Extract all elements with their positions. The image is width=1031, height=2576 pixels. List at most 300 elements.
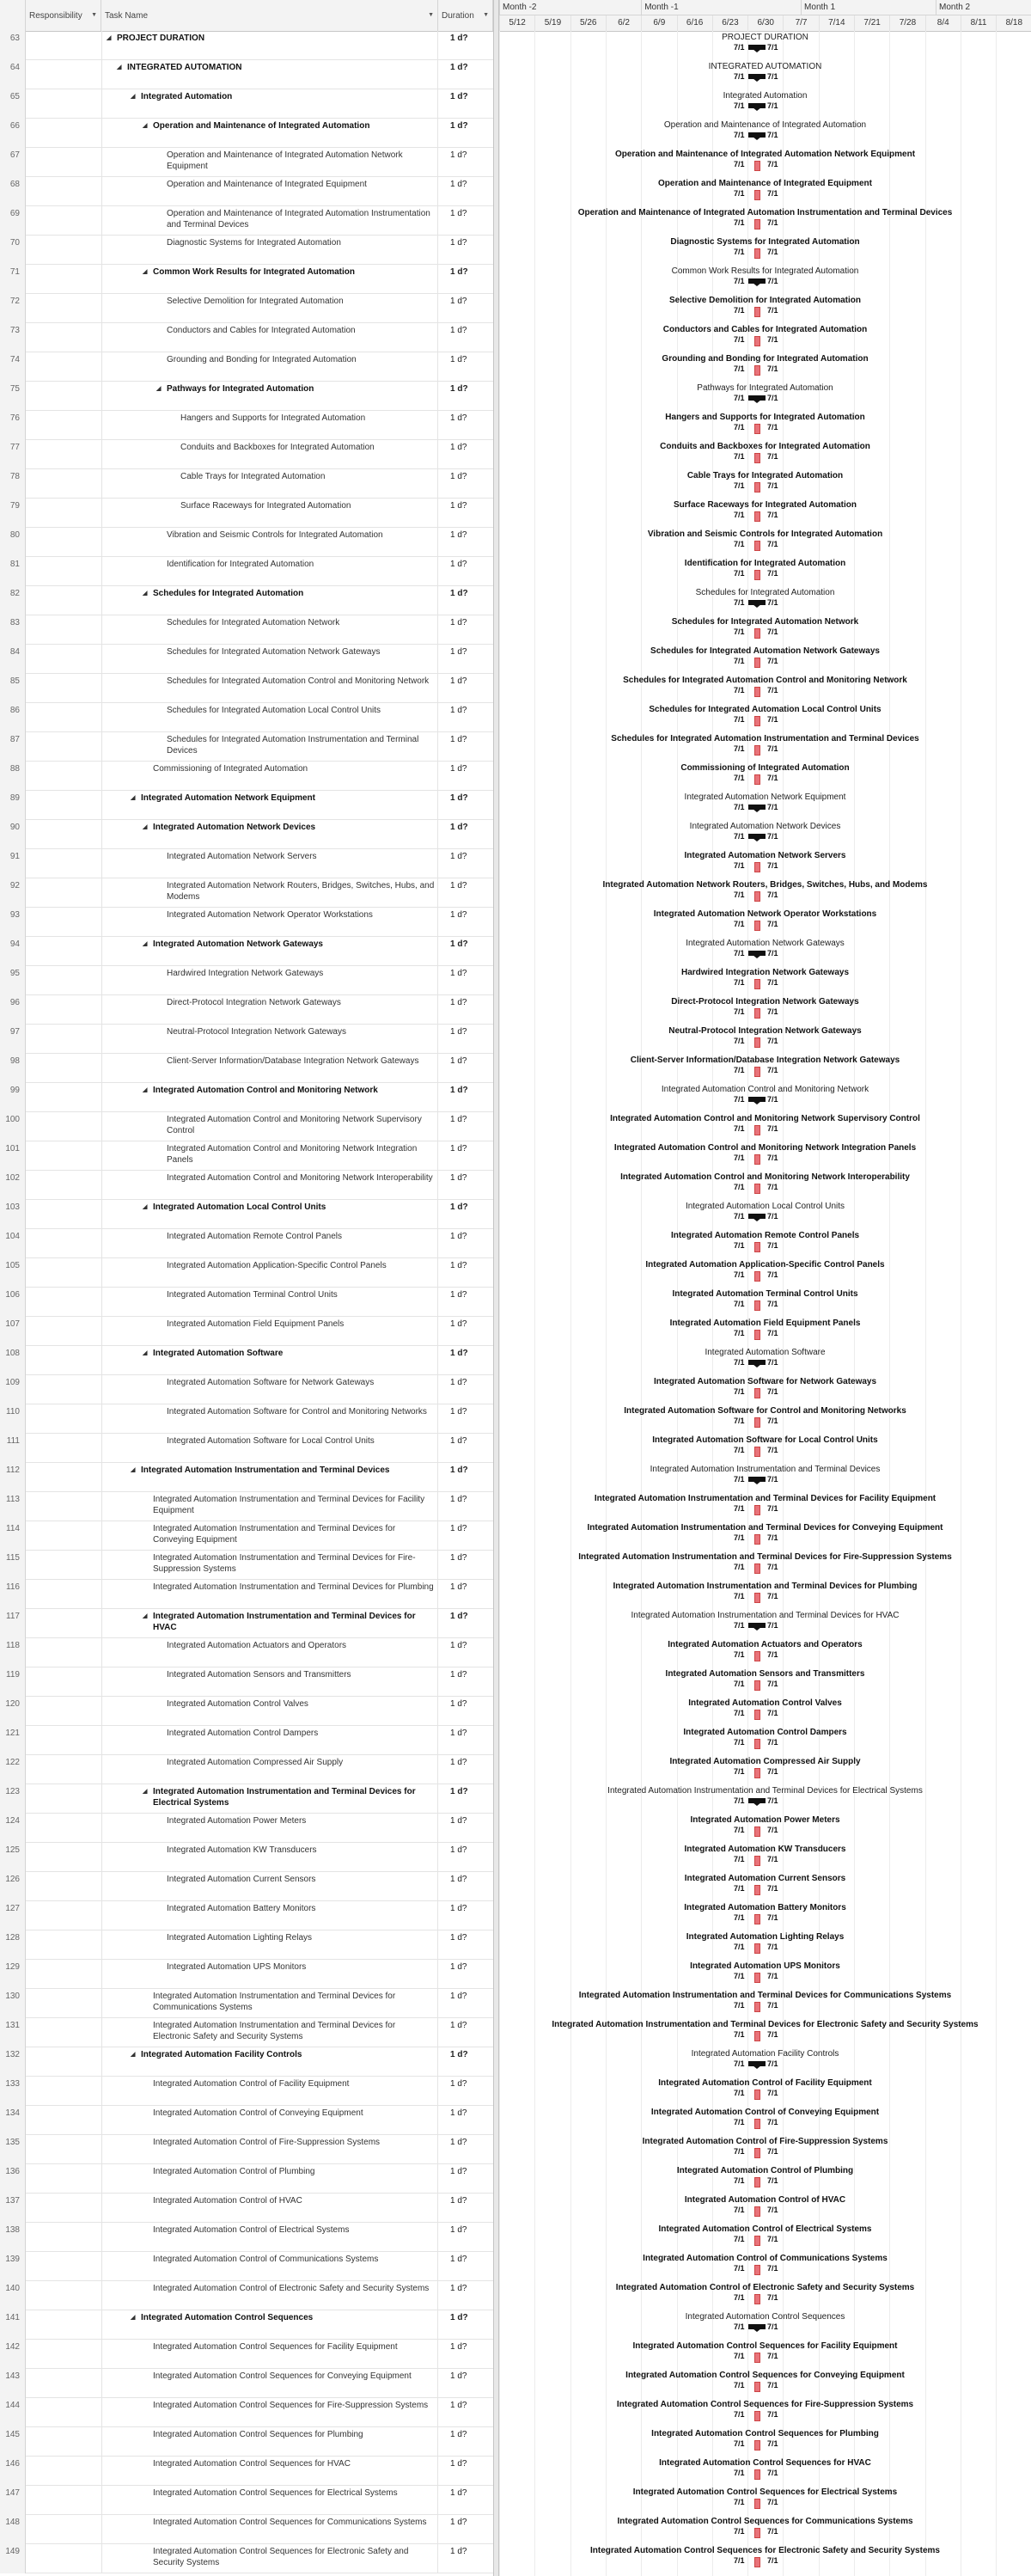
summary-bar[interactable] (748, 103, 766, 108)
table-row[interactable] (0, 966, 493, 995)
duration-cell[interactable]: 1 d? (450, 2284, 467, 2293)
row-number[interactable]: 143 (0, 2369, 26, 2398)
row-number[interactable]: 102 (0, 1171, 26, 1200)
duration-cell[interactable]: 1 d? (450, 618, 467, 627)
row-number[interactable]: 69 (0, 206, 26, 236)
row-number[interactable]: 130 (0, 1989, 26, 2018)
duration-cell[interactable]: 1 d? (450, 1144, 467, 1153)
task-name-cell[interactable] (101, 2135, 438, 2164)
duration-cell[interactable]: 1 d? (450, 180, 467, 189)
row-number[interactable]: 139 (0, 2252, 26, 2281)
summary-bar[interactable] (748, 1798, 766, 1803)
task-bar[interactable] (754, 1826, 760, 1837)
table-row[interactable] (0, 352, 493, 382)
table-row[interactable] (0, 1288, 493, 1317)
task-name-cell[interactable] (101, 528, 438, 557)
row-number[interactable]: 103 (0, 1200, 26, 1229)
responsibility-cell[interactable] (26, 236, 102, 265)
task-name-cell[interactable] (101, 1843, 438, 1872)
task-bar[interactable] (754, 1330, 760, 1340)
row-number[interactable]: 88 (0, 762, 26, 791)
task-name-cell[interactable] (101, 265, 438, 294)
task-bar[interactable] (754, 453, 760, 463)
task-bar[interactable] (754, 1534, 760, 1545)
row-number[interactable]: 83 (0, 615, 26, 645)
responsibility-cell[interactable] (26, 2047, 102, 2077)
responsibility-cell[interactable] (26, 820, 102, 849)
collapse-triangle-icon[interactable]: ◢ (143, 1087, 148, 1093)
table-row[interactable] (0, 177, 493, 206)
task-bar[interactable] (754, 1008, 760, 1019)
responsibility-cell[interactable] (26, 1434, 102, 1463)
task-name-cell[interactable] (101, 1025, 438, 1054)
summary-bar[interactable] (748, 132, 766, 138)
row-number[interactable]: 121 (0, 1726, 26, 1755)
row-id-header[interactable] (0, 0, 26, 31)
row-number[interactable]: 133 (0, 2077, 26, 2106)
collapse-triangle-icon[interactable]: ◢ (117, 64, 122, 70)
task-name-cell[interactable] (101, 323, 438, 352)
responsibility-cell[interactable] (26, 1317, 102, 1346)
table-row[interactable] (0, 557, 493, 586)
duration-cell[interactable]: 1 d? (450, 2342, 467, 2352)
collapse-triangle-icon[interactable]: ◢ (131, 94, 136, 100)
responsibility-cell[interactable] (26, 411, 102, 440)
task-name-cell[interactable] (101, 791, 438, 820)
responsibility-cell[interactable] (26, 2252, 102, 2281)
task-bar[interactable] (754, 1271, 760, 1282)
responsibility-cell[interactable] (26, 2457, 102, 2486)
summary-bar[interactable] (748, 1214, 766, 1219)
task-bar[interactable] (754, 2206, 760, 2217)
duration-cell[interactable]: 1 d? (450, 560, 467, 569)
task-name-cell[interactable] (101, 411, 438, 440)
row-number[interactable]: 114 (0, 1521, 26, 1551)
row-number[interactable]: 120 (0, 1697, 26, 1726)
task-bar[interactable] (754, 1768, 760, 1778)
task-bar[interactable] (754, 2528, 760, 2538)
table-row[interactable] (0, 1755, 493, 1784)
duration-cell[interactable]: 1 d? (450, 2255, 467, 2264)
table-row[interactable] (0, 1141, 493, 1171)
duration-cell[interactable]: 1 d? (450, 1086, 468, 1095)
duration-cell[interactable]: 1 d? (450, 1582, 467, 1592)
responsibility-cell[interactable] (26, 60, 102, 89)
table-row[interactable] (0, 908, 493, 937)
task-bar[interactable] (754, 2440, 760, 2451)
row-number[interactable]: 105 (0, 1258, 26, 1288)
responsibility-cell[interactable] (26, 469, 102, 499)
duration-cell[interactable]: 1 d? (450, 530, 467, 540)
duration-cell[interactable]: 1 d? (450, 384, 468, 394)
responsibility-cell[interactable] (26, 703, 102, 732)
summary-bar[interactable] (748, 45, 766, 50)
duration-cell[interactable]: 1 d? (450, 443, 467, 452)
responsibility-cell[interactable] (26, 1960, 102, 1989)
task-name-cell[interactable] (101, 1288, 438, 1317)
task-bar[interactable] (754, 248, 760, 259)
row-number[interactable]: 112 (0, 1463, 26, 1492)
task-bar[interactable] (754, 2236, 760, 2246)
task-name-cell[interactable] (101, 1989, 438, 2018)
duration-cell[interactable]: 1 d? (450, 1962, 467, 1972)
collapse-triangle-icon[interactable]: ◢ (143, 269, 148, 275)
table-row[interactable] (0, 2164, 493, 2194)
summary-bar[interactable] (748, 395, 766, 401)
responsibility-cell[interactable] (26, 1141, 102, 1171)
task-name-cell[interactable] (101, 2369, 438, 2398)
collapse-triangle-icon[interactable]: ◢ (131, 1467, 136, 1473)
summary-bar[interactable] (748, 805, 766, 810)
responsibility-cell[interactable] (26, 352, 102, 382)
table-row[interactable] (0, 615, 493, 645)
task-name-cell[interactable] (101, 440, 438, 469)
task-name-cell[interactable] (101, 469, 438, 499)
task-bar[interactable] (754, 921, 760, 931)
table-row[interactable] (0, 1843, 493, 1872)
responsibility-cell[interactable] (26, 1288, 102, 1317)
task-bar[interactable] (754, 1885, 760, 1895)
table-row[interactable] (0, 2340, 493, 2369)
collapse-triangle-icon[interactable]: ◢ (143, 1350, 148, 1356)
responsibility-cell[interactable] (26, 1463, 102, 1492)
duration-cell[interactable]: 1 d? (450, 1378, 467, 1387)
table-row[interactable] (0, 1989, 493, 2018)
responsibility-cell[interactable] (26, 674, 102, 703)
table-row[interactable] (0, 1492, 493, 1521)
row-number[interactable]: 137 (0, 2194, 26, 2223)
row-number[interactable]: 140 (0, 2281, 26, 2310)
summary-bar[interactable] (748, 1360, 766, 1365)
responsibility-cell[interactable] (26, 1901, 102, 1930)
row-number[interactable]: 131 (0, 2018, 26, 2047)
responsibility-cell[interactable] (26, 1112, 102, 1141)
responsibility-cell[interactable] (26, 265, 102, 294)
duration-cell[interactable]: 1 d? (450, 121, 468, 131)
task-name-cell[interactable] (101, 674, 438, 703)
task-name-cell[interactable] (101, 1901, 438, 1930)
row-number[interactable]: 113 (0, 1492, 26, 1521)
task-name-cell[interactable] (101, 148, 438, 177)
duration-cell[interactable]: 1 d? (450, 150, 467, 160)
responsibility-cell[interactable] (26, 206, 102, 236)
responsibility-cell[interactable] (26, 1667, 102, 1697)
duration-cell[interactable]: 1 d? (450, 998, 467, 1007)
duration-cell[interactable]: 1 d? (450, 1641, 467, 1650)
row-number[interactable]: 117 (0, 1609, 26, 1638)
task-bar[interactable] (754, 570, 760, 580)
row-number[interactable]: 73 (0, 323, 26, 352)
task-name-cell[interactable] (101, 206, 438, 236)
duration-cell[interactable]: 1 d? (450, 910, 467, 920)
task-bar[interactable] (754, 2411, 760, 2421)
table-row[interactable] (0, 1901, 493, 1930)
row-number[interactable]: 125 (0, 1843, 26, 1872)
collapse-triangle-icon[interactable]: ◢ (131, 795, 136, 801)
duration-cell[interactable]: 1 d? (450, 1319, 467, 1329)
task-name-cell[interactable] (101, 1814, 438, 1843)
task-name-cell[interactable] (101, 820, 438, 849)
task-bar[interactable] (754, 1184, 760, 1194)
task-name-cell[interactable] (101, 1521, 438, 1551)
task-name-cell[interactable] (101, 2457, 438, 2486)
task-bar[interactable] (754, 1154, 760, 1165)
row-number[interactable]: 128 (0, 1930, 26, 1960)
table-row[interactable] (0, 674, 493, 703)
duration-cell[interactable]: 1 d? (450, 1261, 467, 1270)
responsibility-cell[interactable] (26, 557, 102, 586)
task-name-cell[interactable] (101, 499, 438, 528)
table-row[interactable] (0, 1346, 493, 1375)
row-number[interactable]: 115 (0, 1551, 26, 1580)
responsibility-cell[interactable] (26, 2340, 102, 2369)
row-number[interactable]: 136 (0, 2164, 26, 2194)
table-row[interactable] (0, 1726, 493, 1755)
task-name-cell[interactable] (101, 1346, 438, 1375)
duration-cell[interactable]: 1 d? (450, 34, 468, 43)
row-number[interactable]: 99 (0, 1083, 26, 1112)
duration-cell[interactable]: 1 d? (450, 2401, 467, 2410)
duration-cell[interactable]: 1 d? (450, 92, 468, 101)
task-name-cell[interactable] (101, 2018, 438, 2047)
duration-cell[interactable]: 1 d? (450, 939, 468, 949)
task-name-cell[interactable] (101, 966, 438, 995)
task-bar[interactable] (754, 1125, 760, 1135)
row-number[interactable]: 100 (0, 1112, 26, 1141)
row-number[interactable]: 149 (0, 2544, 26, 2573)
task-name-cell[interactable] (101, 1726, 438, 1755)
task-name-cell[interactable] (101, 2340, 438, 2369)
duration-cell[interactable]: 1 d? (450, 1407, 467, 1416)
duration-cell[interactable]: 1 d? (450, 1436, 467, 1446)
row-number[interactable]: 72 (0, 294, 26, 323)
task-bar[interactable] (754, 745, 760, 756)
row-number[interactable]: 85 (0, 674, 26, 703)
duration-cell[interactable]: 1 d? (450, 706, 467, 715)
table-row[interactable] (0, 878, 493, 908)
task-name-cell[interactable] (101, 1404, 438, 1434)
responsibility-cell[interactable] (26, 2018, 102, 2047)
task-name-cell[interactable] (101, 1171, 438, 1200)
task-bar[interactable] (754, 511, 760, 522)
duration-cell[interactable]: 1 d? (450, 2079, 467, 2089)
task-name-cell[interactable] (101, 89, 438, 119)
table-row[interactable] (0, 1434, 493, 1463)
task-name-cell[interactable] (101, 645, 438, 674)
task-name-cell[interactable] (101, 995, 438, 1025)
row-number[interactable]: 116 (0, 1580, 26, 1609)
task-name-cell[interactable] (101, 908, 438, 937)
row-number[interactable]: 92 (0, 878, 26, 908)
row-number[interactable]: 65 (0, 89, 26, 119)
duration-cell[interactable]: 1 d? (450, 1173, 467, 1183)
chevron-down-icon[interactable]: ▼ (483, 12, 489, 18)
responsibility-cell[interactable] (26, 2106, 102, 2135)
task-name-cell[interactable] (101, 2252, 438, 2281)
task-bar[interactable] (754, 2119, 760, 2129)
task-name-cell[interactable] (101, 2164, 438, 2194)
row-number[interactable]: 145 (0, 2427, 26, 2457)
responsibility-cell[interactable] (26, 382, 102, 411)
table-row[interactable] (0, 2047, 493, 2077)
task-bar[interactable] (754, 687, 760, 697)
summary-bar[interactable] (748, 1477, 766, 1482)
table-row[interactable] (0, 236, 493, 265)
task-bar[interactable] (754, 190, 760, 200)
responsibility-cell[interactable] (26, 1726, 102, 1755)
task-bar[interactable] (754, 424, 760, 434)
row-number[interactable]: 79 (0, 499, 26, 528)
table-row[interactable] (0, 1609, 493, 1638)
task-bar[interactable] (754, 161, 760, 171)
table-row[interactable] (0, 469, 493, 499)
task-bar[interactable] (754, 482, 760, 493)
row-number[interactable]: 78 (0, 469, 26, 499)
task-bar[interactable] (754, 1593, 760, 1603)
row-number[interactable]: 146 (0, 2457, 26, 2486)
table-row[interactable] (0, 1083, 493, 1112)
task-name-cell[interactable] (101, 1667, 438, 1697)
table-row[interactable] (0, 119, 493, 148)
row-number[interactable]: 68 (0, 177, 26, 206)
duration-column-header[interactable] (438, 0, 493, 31)
responsibility-cell[interactable] (26, 791, 102, 820)
task-name-cell[interactable] (101, 1434, 438, 1463)
task-name-cell[interactable] (101, 2544, 438, 2573)
task-name-cell[interactable] (101, 1229, 438, 1258)
responsibility-cell[interactable] (26, 1843, 102, 1872)
task-name-cell[interactable] (101, 557, 438, 586)
row-number[interactable]: 122 (0, 1755, 26, 1784)
table-row[interactable] (0, 60, 493, 89)
table-row[interactable] (0, 2194, 493, 2223)
task-name-cell[interactable] (101, 878, 438, 908)
task-name-cell[interactable] (101, 1083, 438, 1112)
duration-cell[interactable]: 1 d? (450, 589, 468, 598)
duration-cell[interactable]: 1 d? (450, 1992, 467, 2001)
duration-cell[interactable]: 1 d? (450, 413, 467, 423)
task-bar[interactable] (754, 219, 760, 229)
duration-cell[interactable]: 1 d? (450, 1290, 467, 1300)
responsibility-cell[interactable] (26, 1609, 102, 1638)
row-number[interactable]: 67 (0, 148, 26, 177)
table-row[interactable] (0, 1521, 493, 1551)
table-row[interactable] (0, 937, 493, 966)
task-name-cell[interactable] (101, 1054, 438, 1083)
row-number[interactable]: 138 (0, 2223, 26, 2252)
collapse-triangle-icon[interactable]: ◢ (143, 590, 148, 597)
responsibility-cell[interactable] (26, 1025, 102, 1054)
responsibility-cell[interactable] (26, 1784, 102, 1814)
duration-cell[interactable]: 1 d? (450, 1904, 467, 1913)
table-row[interactable] (0, 206, 493, 236)
task-name-cell[interactable] (101, 1638, 438, 1667)
task-bar[interactable] (754, 2353, 760, 2363)
duration-cell[interactable]: 1 d? (450, 1758, 467, 1767)
table-row[interactable] (0, 1229, 493, 1258)
row-number[interactable]: 94 (0, 937, 26, 966)
duration-cell[interactable]: 1 d? (450, 1202, 468, 1212)
task-name-cell[interactable] (101, 236, 438, 265)
row-number[interactable]: 148 (0, 2515, 26, 2544)
row-number[interactable]: 71 (0, 265, 26, 294)
duration-cell[interactable]: 1 d? (450, 793, 468, 803)
collapse-triangle-icon[interactable]: ◢ (143, 123, 148, 129)
responsibility-cell[interactable] (26, 294, 102, 323)
chevron-down-icon[interactable]: ▼ (428, 12, 434, 18)
responsibility-cell[interactable] (26, 1521, 102, 1551)
duration-cell[interactable]: 1 d? (450, 209, 467, 218)
row-number[interactable]: 87 (0, 732, 26, 762)
duration-cell[interactable]: 1 d? (450, 501, 467, 511)
table-row[interactable] (0, 645, 493, 674)
row-number[interactable]: 144 (0, 2398, 26, 2427)
row-number[interactable]: 134 (0, 2106, 26, 2135)
table-row[interactable] (0, 2135, 493, 2164)
duration-cell[interactable]: 1 d? (450, 2225, 467, 2235)
table-row[interactable] (0, 791, 493, 820)
row-number[interactable]: 126 (0, 1872, 26, 1901)
responsibility-cell[interactable] (26, 1492, 102, 1521)
collapse-triangle-icon[interactable]: ◢ (107, 35, 112, 41)
responsibility-cell[interactable] (26, 908, 102, 937)
duration-cell[interactable]: 1 d? (450, 1524, 467, 1533)
table-row[interactable] (0, 2369, 493, 2398)
responsibility-cell[interactable] (26, 2223, 102, 2252)
task-name-cell[interactable] (101, 732, 438, 762)
responsibility-cell[interactable] (26, 1697, 102, 1726)
task-bar[interactable] (754, 1680, 760, 1691)
duration-cell[interactable]: 1 d? (450, 2108, 467, 2118)
collapse-triangle-icon[interactable]: ◢ (143, 1204, 148, 1210)
chevron-down-icon[interactable]: ▼ (91, 12, 97, 18)
responsibility-cell[interactable] (26, 2164, 102, 2194)
responsibility-cell[interactable] (26, 440, 102, 469)
table-row[interactable] (0, 31, 493, 60)
table-row[interactable] (0, 1054, 493, 1083)
row-number[interactable]: 84 (0, 645, 26, 674)
row-number[interactable]: 91 (0, 849, 26, 878)
task-bar[interactable] (754, 1447, 760, 1457)
row-number[interactable]: 142 (0, 2340, 26, 2369)
task-bar[interactable] (754, 1300, 760, 1311)
duration-cell[interactable]: 1 d? (450, 881, 467, 890)
duration-cell[interactable]: 1 d? (450, 2459, 467, 2469)
duration-cell[interactable]: 1 d? (450, 1465, 468, 1475)
row-number[interactable]: 90 (0, 820, 26, 849)
task-name-cell[interactable] (101, 1200, 438, 1229)
responsibility-cell[interactable] (26, 323, 102, 352)
task-name-cell[interactable] (101, 1784, 438, 1814)
table-row[interactable] (0, 294, 493, 323)
table-row[interactable] (0, 89, 493, 119)
responsibility-cell[interactable] (26, 2398, 102, 2427)
task-bar[interactable] (754, 862, 760, 872)
task-name-cell[interactable] (101, 1492, 438, 1521)
table-row[interactable] (0, 762, 493, 791)
duration-cell[interactable]: 1 d? (450, 2138, 467, 2147)
task-bar[interactable] (754, 1651, 760, 1661)
task-bar[interactable] (754, 2090, 760, 2100)
row-number[interactable]: 119 (0, 1667, 26, 1697)
row-number[interactable]: 141 (0, 2310, 26, 2340)
row-number[interactable]: 124 (0, 1814, 26, 1843)
responsibility-cell[interactable] (26, 119, 102, 148)
duration-cell[interactable]: 1 d? (450, 852, 467, 861)
duration-cell[interactable]: 1 d? (450, 238, 467, 248)
table-row[interactable] (0, 1463, 493, 1492)
row-number[interactable]: 147 (0, 2486, 26, 2515)
